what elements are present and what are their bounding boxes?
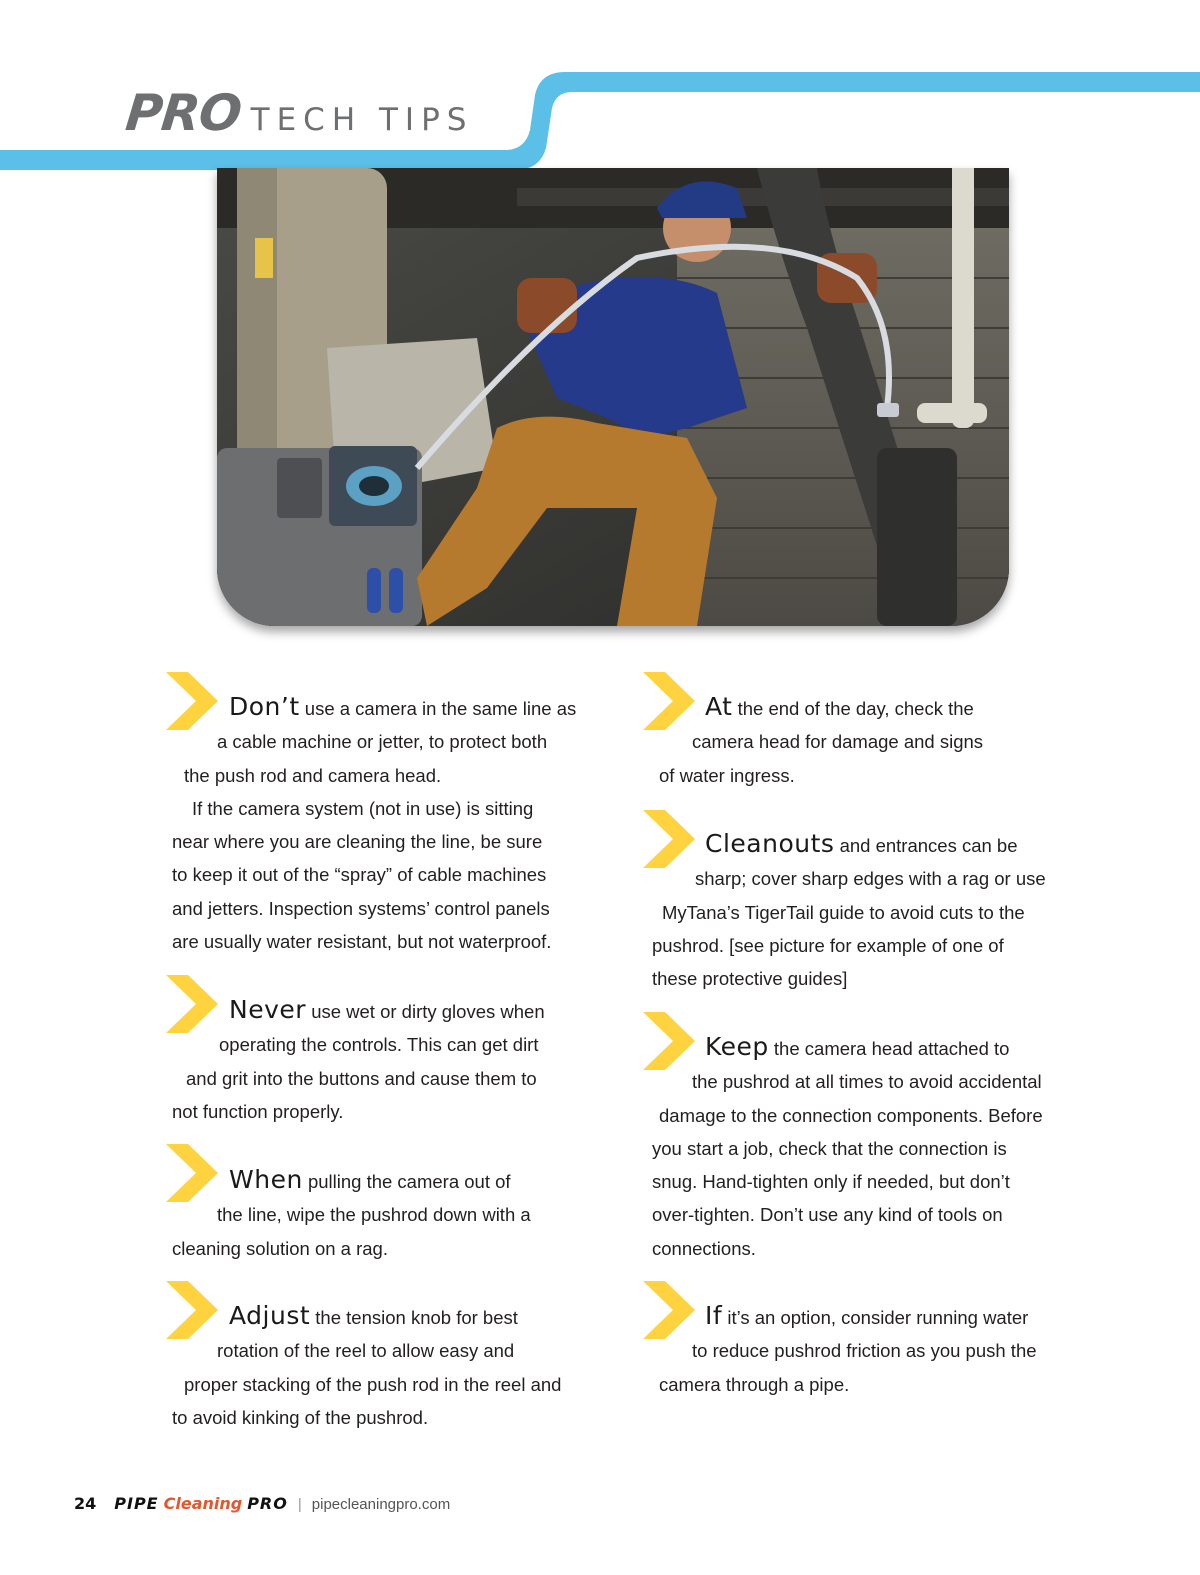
tip-if: If it’s an option, consider running water to reduce pushrod friction as you push the camera through a pipe. xyxy=(659,1301,1037,1395)
footer-separator: | xyxy=(297,1496,302,1513)
tip-lead: Cleanouts xyxy=(705,829,835,858)
section-name: TECH TIPS xyxy=(250,102,474,138)
magazine-name-part3: PRO xyxy=(247,1494,288,1513)
brand-pro: PRO xyxy=(122,84,244,142)
page-footer xyxy=(74,1494,450,1513)
page-number: 24 xyxy=(74,1494,97,1513)
magazine-name-part1: PIPE xyxy=(114,1494,159,1513)
tip-never: Never use wet or dirty gloves when operating the controls. This can get dirt and grit into the buttons and cause them to not function properly. xyxy=(172,995,545,1122)
tip-lead: Keep xyxy=(705,1032,769,1061)
technician-photo xyxy=(217,168,1009,626)
tip-cleanouts: Cleanouts and entrances can be sharp; cover sharp edges with a rag or use MyTana’s TigerTail guide to avoid cuts to the pushrod. [see picture for example of one of these protective guides] xyxy=(652,829,1046,990)
tip-lead: When xyxy=(229,1165,303,1194)
tip-lead: If xyxy=(705,1301,723,1330)
website-url: pipecleaningpro.com xyxy=(311,1496,451,1513)
tip-adjust: Adjust the tension knob for best rotation of the reel to allow easy and proper stacking of the push rod in the reel and to avoid kinking of the pushrod. xyxy=(172,1301,562,1428)
tip-lead: At xyxy=(705,692,733,721)
tip-when: When pulling the camera out of the line, wipe the pushrod down with a cleaning solution on a rag. xyxy=(172,1165,531,1259)
section-title xyxy=(122,84,474,142)
tip-lead: Never xyxy=(229,995,307,1024)
magazine-name-part2: Cleaning xyxy=(163,1494,243,1513)
tip-dont: Don’t use a camera in the same line as a cable machine or jetter, to protect both the push rod and camera head. If the camera system (not in use) is sitting near where you are cleaning the line, be sure to keep it out of the “spray” of cable machines and jetters. Inspection systems’ control panels are usually water resistant, but not waterproof. xyxy=(172,692,577,953)
tip-lead: Adjust xyxy=(229,1301,311,1330)
tip-lead: Don’t xyxy=(229,692,300,721)
tip-keep: Keep the camera head attached to the pushrod at all times to avoid accidental damage to the connection components. Before you start a job, check that the connection is snug. Hand-tighten only if needed, but don’t over-tighten. Don’t use any kind of tools on connections. xyxy=(652,1032,1043,1259)
tip-at: At the end of the day, check the camera head for damage and signs of water ingress. xyxy=(659,692,984,786)
